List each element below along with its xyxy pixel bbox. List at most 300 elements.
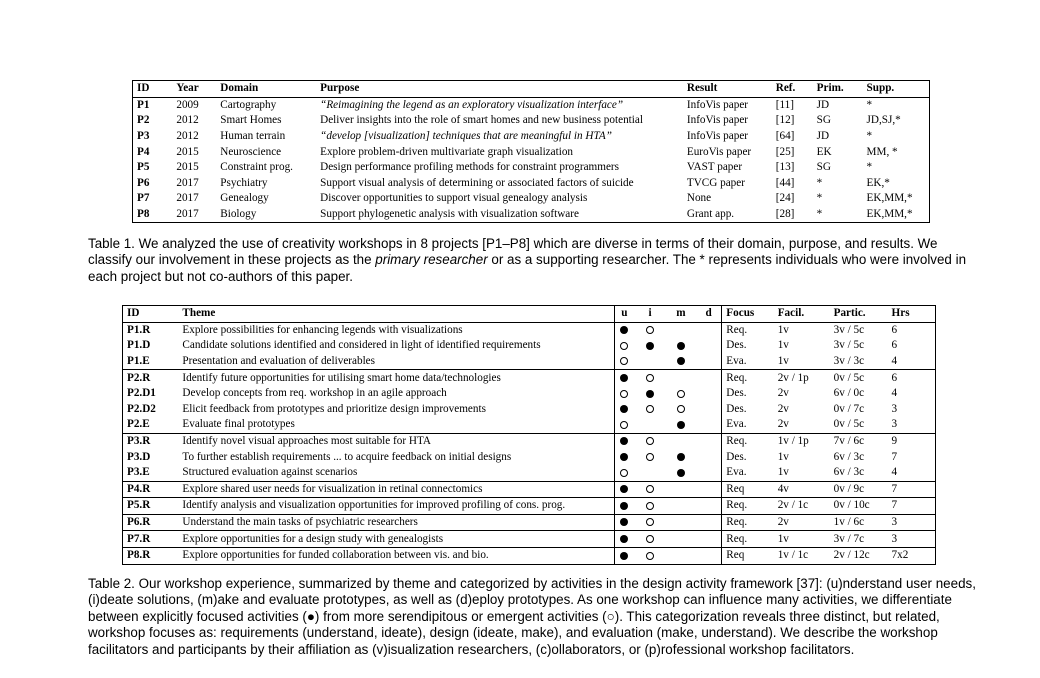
table-row — [133, 113, 930, 129]
deploy-activity-cell — [696, 531, 722, 548]
year-cell: 2017 — [176, 192, 199, 205]
understand-activity-cell — [614, 514, 634, 531]
table2-caption — [88, 576, 978, 658]
purpose-cell: “Reimagining the legend as an exploratory visualization interface” — [320, 98, 624, 111]
focus-cell: Des. — [722, 402, 774, 418]
result-cell: Grant app. — [683, 207, 772, 223]
supporting-researchers-cell: * — [863, 160, 930, 176]
focus-cell: Req — [722, 547, 774, 564]
ideate-activity-cell — [634, 433, 666, 449]
year-cell: 2009 — [176, 98, 199, 111]
project-id-cell: P5 — [133, 160, 173, 176]
emergent-activity-dot — [646, 535, 654, 543]
purpose-cell: Explore problem-driven multivariate graph visualization — [320, 145, 574, 158]
hours-cell: 6 — [888, 322, 936, 338]
deploy-activity-cell — [696, 354, 722, 370]
make-activity-cell — [666, 498, 696, 515]
theme-cell: Presentation and evaluation of deliverables — [182, 354, 375, 367]
workshop-id-cell: P1.E — [123, 354, 179, 370]
year-cell: 2017 — [176, 176, 199, 189]
table-header-row — [123, 306, 936, 323]
emergent-activity-dot — [620, 342, 628, 350]
theme-cell: Explore opportunities for a design study with genealogists — [178, 531, 614, 548]
focused-activity-dot — [620, 437, 628, 445]
make-activity-cell — [666, 338, 696, 354]
caption2-part-a: Table 2. Our workshop experience, summarized by theme and categorized by activities in the design activity framework [37]: (u)nderstand user needs, (i)deate solutions, (m)ake and evaluate prototypes, as well as (d)eploy prototypes. As one workshop can influence many activities, we differentiate between explicitly focused activities ( — [88, 576, 976, 624]
ref-cell: [44] — [775, 176, 795, 189]
workshop-id-cell: P6.R — [123, 514, 179, 531]
focused-activity-dot — [677, 453, 685, 461]
ideate-activity-cell — [634, 338, 666, 354]
facilitators-cell: 1v — [777, 323, 789, 336]
focus-cell: Req. — [722, 514, 774, 531]
table1-caption — [88, 236, 978, 285]
facilitators-cell: 1v — [777, 450, 789, 463]
workshop-id-cell: P1.D — [123, 338, 179, 354]
hours-cell: 4 — [888, 354, 936, 370]
workshop-id-cell: P8.R — [123, 547, 179, 564]
emergent-activity-dot — [646, 374, 654, 382]
deploy-activity-cell — [696, 417, 722, 433]
purpose-cell: Design performance profiling methods for constraint programmers — [320, 161, 619, 174]
focus-cell: Des. — [722, 386, 774, 402]
facilitators-cell: 1v / 1c — [774, 547, 830, 564]
table-row — [133, 191, 930, 207]
focus-cell: Eva. — [722, 354, 774, 370]
domain-cell: Constraint prog. — [220, 161, 293, 174]
emergent-activity-dot — [646, 326, 654, 334]
table-row — [123, 433, 936, 449]
hours-cell: 3 — [888, 531, 936, 548]
understand-activity-cell — [614, 433, 634, 449]
focused-activity-dot — [646, 390, 654, 398]
participants-cell: 3v / 5c — [833, 323, 865, 336]
focused-activity-dot — [620, 374, 628, 382]
hours-cell: 3 — [888, 402, 936, 418]
table-row — [133, 144, 930, 160]
emergent-activity-dot — [646, 485, 654, 493]
focused-activity-dot — [620, 326, 628, 334]
facilitators-cell: 4v — [774, 481, 830, 498]
projects-table — [132, 80, 930, 223]
project-id-cell: P4 — [133, 144, 173, 160]
caption1-before: Table 1. We analyzed the use of creativity workshops in 8 projects [P1–P8] which are diverse in terms of their domain, purpose, and results. We classify our involvement in these projects as the — [88, 236, 938, 268]
hours-cell: 7x2 — [888, 547, 936, 564]
table-row — [123, 481, 936, 498]
focused-dot-legend: ● — [306, 608, 315, 624]
focused-activity-dot — [646, 342, 654, 350]
participants-cell: 1v / 6c — [830, 514, 888, 531]
supporting-researchers-cell: EK,* — [863, 176, 930, 192]
hours-cell: 7 — [888, 498, 936, 515]
purpose-cell: “develop [visualization] techniques that are meaningful in HTA” — [320, 129, 612, 142]
make-activity-cell — [666, 481, 696, 498]
emergent-activity-dot — [646, 437, 654, 445]
focused-activity-dot — [620, 552, 628, 560]
focus-cell: Req. — [722, 498, 774, 515]
table-row — [133, 176, 930, 192]
year-cell: 2015 — [176, 161, 199, 174]
ref-cell: [28] — [772, 207, 813, 223]
understand-activity-cell — [614, 354, 634, 370]
ref-cell: [13] — [775, 161, 795, 174]
purpose-cell: Support visual analysis of determining or associated factors of suicide — [320, 176, 634, 189]
emergent-activity-dot — [646, 502, 654, 510]
ideate-activity-cell — [634, 402, 666, 418]
theme-cell: Identify novel visual approaches most suitable for HTA — [178, 433, 614, 449]
header-id: ID — [133, 81, 173, 98]
table-row — [123, 370, 936, 386]
workshop-id-cell: P5.R — [123, 498, 179, 515]
header-facil: Facil. — [774, 306, 830, 323]
ideate-activity-cell — [634, 481, 666, 498]
workshop-id-cell: P2.D1 — [123, 386, 179, 402]
hours-cell: 9 — [888, 433, 936, 449]
supporting-researchers-cell: * — [863, 97, 930, 113]
understand-activity-cell — [614, 370, 634, 386]
ideate-activity-cell — [634, 322, 666, 338]
facilitators-cell: 2v — [774, 514, 830, 531]
table-row — [133, 207, 930, 223]
participants-cell: 3v / 5c — [833, 339, 865, 352]
header-purpose: Purpose — [316, 81, 683, 98]
hours-cell: 6 — [888, 338, 936, 354]
focused-activity-dot — [620, 485, 628, 493]
primary-researcher-cell: * — [813, 207, 863, 223]
header-focus: Focus — [722, 306, 774, 323]
deploy-activity-cell — [696, 481, 722, 498]
workshop-id-cell: P4.R — [123, 481, 179, 498]
participants-cell: 0v / 7c — [833, 402, 865, 415]
hours-cell: 4 — [888, 386, 936, 402]
primary-researcher-cell: JD — [816, 98, 830, 111]
table-row — [123, 322, 936, 338]
workshop-id-cell: P3.D — [123, 449, 179, 465]
year-cell: 2012 — [176, 114, 199, 127]
focused-activity-dot — [620, 518, 628, 526]
deploy-activity-cell — [696, 322, 722, 338]
header-ideate: i — [634, 306, 666, 323]
make-activity-cell — [666, 386, 696, 402]
understand-activity-cell — [614, 338, 634, 354]
focused-activity-dot — [620, 405, 628, 413]
header-theme: Theme — [178, 306, 614, 323]
theme-cell: Candidate solutions identified and considered in light of identified requirements — [182, 339, 541, 352]
header-deploy: d — [696, 306, 722, 323]
focused-activity-dot — [677, 342, 685, 350]
year-cell: 2015 — [176, 145, 199, 158]
understand-activity-cell — [614, 386, 634, 402]
theme-cell: Evaluate final prototypes — [182, 418, 295, 431]
table-row — [133, 129, 930, 145]
domain-cell: Smart Homes — [220, 114, 282, 127]
ideate-activity-cell — [634, 354, 666, 370]
project-id-cell: P6 — [133, 176, 173, 192]
theme-cell: Explore shared user needs for visualization in retinal connectomics — [178, 481, 614, 498]
header-year: Year — [172, 81, 216, 98]
deploy-activity-cell — [696, 386, 722, 402]
make-activity-cell — [666, 354, 696, 370]
result-cell: InfoVis paper — [686, 98, 749, 111]
hours-cell: 7 — [888, 481, 936, 498]
make-activity-cell — [666, 402, 696, 418]
emergent-activity-dot — [646, 405, 654, 413]
facilitators-cell: 1v / 1p — [774, 433, 830, 449]
make-activity-cell — [666, 433, 696, 449]
header-id: ID — [123, 306, 179, 323]
focus-cell: Req. — [722, 531, 774, 548]
result-cell: VAST paper — [686, 161, 743, 174]
purpose-cell: Deliver insights into the role of smart homes and new business potential — [320, 114, 643, 127]
primary-researcher-cell: EK — [816, 145, 832, 158]
caption1-after: or as a supporting researcher. The * represents individuals who were involved in each project but not co-authors of this paper. — [88, 252, 967, 284]
workshop-id-cell: P2.E — [123, 417, 179, 433]
primary-researcher-cell: * — [816, 176, 823, 189]
make-activity-cell — [666, 547, 696, 564]
hours-cell: 4 — [888, 465, 936, 481]
understand-activity-cell — [614, 531, 634, 548]
project-id-cell: P8 — [133, 207, 173, 223]
ideate-activity-cell — [634, 386, 666, 402]
result-cell: EuroVis paper — [686, 145, 752, 158]
ideate-activity-cell — [634, 514, 666, 531]
focus-cell: Eva. — [722, 417, 774, 433]
ideate-activity-cell — [634, 449, 666, 465]
deploy-activity-cell — [696, 514, 722, 531]
caption2-part-c: ). This categorization reveals three distinct, but related, workshop focuses as: requirements (understand, ideate), design (ideate, make), and evaluation (make, understand). We describe the workshop facilitators and participants by their affiliation as (v)isualization researchers, (c)ollaborators, or (p)rofessional workshop facilitators. — [88, 608, 940, 657]
participants-cell: 7v / 6c — [830, 433, 888, 449]
deploy-activity-cell — [696, 338, 722, 354]
table-row — [123, 402, 936, 418]
header-ref: Ref. — [772, 81, 813, 98]
facilitators-cell: 2v / 1p — [774, 370, 830, 386]
focus-cell: Req. — [722, 433, 774, 449]
make-activity-cell — [666, 322, 696, 338]
emergent-activity-dot — [646, 453, 654, 461]
result-cell: TVCG paper — [686, 176, 745, 189]
header-domain: Domain — [216, 81, 316, 98]
focused-activity-dot — [677, 469, 685, 477]
facilitators-cell: 2v — [777, 402, 789, 415]
participants-cell: 0v / 9c — [830, 481, 888, 498]
result-cell: InfoVis paper — [686, 114, 749, 127]
project-id-cell: P1 — [133, 97, 173, 113]
hours-cell: 3 — [888, 514, 936, 531]
primary-researcher-cell: SG — [816, 161, 831, 174]
workshop-id-cell: P2.D2 — [123, 402, 179, 418]
participants-cell: 6v / 0c — [833, 387, 865, 400]
purpose-cell: Discover opportunities to support visual genealogy analysis — [320, 192, 588, 205]
project-id-cell: P7 — [133, 191, 173, 207]
ideate-activity-cell — [634, 531, 666, 548]
header-understand: u — [614, 306, 634, 323]
primary-researcher-cell: SG — [816, 114, 831, 127]
supporting-researchers-cell: MM, * — [863, 144, 930, 160]
table-row — [123, 531, 936, 548]
understand-activity-cell — [614, 402, 634, 418]
project-id-cell: P2 — [133, 113, 173, 129]
make-activity-cell — [666, 449, 696, 465]
make-activity-cell — [666, 514, 696, 531]
projects-table-body — [133, 97, 930, 223]
focus-cell: Eva. — [722, 465, 774, 481]
make-activity-cell — [666, 417, 696, 433]
ideate-activity-cell — [634, 465, 666, 481]
table-row — [123, 386, 936, 402]
ref-cell: [11] — [775, 98, 794, 111]
make-activity-cell — [666, 465, 696, 481]
table-row — [123, 449, 936, 465]
ref-cell: [64] — [775, 129, 795, 142]
emergent-activity-dot — [677, 405, 685, 413]
supporting-researchers-cell: * — [863, 129, 930, 145]
workshops-table — [122, 305, 936, 565]
hours-cell: 3 — [888, 417, 936, 433]
understand-activity-cell — [614, 417, 634, 433]
theme-cell: Develop concepts from req. workshop in an agile approach — [182, 387, 447, 400]
caption1-emphasis: primary researcher — [375, 252, 488, 268]
header-prim: Prim. — [813, 81, 863, 98]
ref-cell: [12] — [775, 114, 795, 127]
facilitators-cell: 1v — [777, 354, 789, 367]
focus-cell: Des. — [722, 449, 774, 465]
understand-activity-cell — [614, 322, 634, 338]
hours-cell: 7 — [888, 449, 936, 465]
facilitators-cell: 2v / 1c — [774, 498, 830, 515]
focused-activity-dot — [620, 502, 628, 510]
year-cell: 2012 — [176, 129, 199, 142]
deploy-activity-cell — [696, 449, 722, 465]
facilitators-cell: 1v — [777, 339, 789, 352]
participants-cell: 0v / 10c — [830, 498, 888, 515]
workshops-table-body — [123, 322, 936, 564]
theme-cell: Elicit feedback from prototypes and prioritize design improvements — [182, 402, 486, 415]
year-cell: 2017 — [172, 207, 216, 223]
understand-activity-cell — [614, 465, 634, 481]
domain-cell: Genealogy — [220, 192, 269, 205]
domain-cell: Human terrain — [220, 129, 286, 142]
caption2-part-b: ) from more serendipitous or emergent activities ( — [314, 608, 607, 624]
understand-activity-cell — [614, 481, 634, 498]
table-row — [123, 514, 936, 531]
deploy-activity-cell — [696, 465, 722, 481]
facilitators-cell: 1v — [777, 466, 789, 479]
emergent-activity-dot — [620, 390, 628, 398]
ideate-activity-cell — [634, 498, 666, 515]
focused-activity-dot — [620, 535, 628, 543]
understand-activity-cell — [614, 498, 634, 515]
ref-cell: [24] — [775, 192, 795, 205]
make-activity-cell — [666, 531, 696, 548]
header-supp: Supp. — [863, 81, 930, 98]
ideate-activity-cell — [634, 547, 666, 564]
workshop-id-cell: P7.R — [123, 531, 179, 548]
emergent-activity-dot — [620, 357, 628, 365]
focus-cell: Req. — [722, 370, 774, 386]
table-row — [123, 465, 936, 481]
ideate-activity-cell — [634, 417, 666, 433]
theme-cell: Identify analysis and visualization opportunities for improved profiling of cons. prog. — [178, 498, 614, 515]
theme-cell: Identify future opportunities for utilising smart home data/technologies — [178, 370, 614, 386]
focus-cell: Des. — [722, 338, 774, 354]
facilitators-cell: 2v — [777, 418, 789, 431]
emergent-dot-legend: ○ — [606, 608, 615, 624]
theme-cell: Understand the main tasks of psychiatric researchers — [178, 514, 614, 531]
participants-cell: 6v / 3c — [833, 466, 865, 479]
ref-cell: [25] — [775, 145, 795, 158]
emergent-activity-dot — [646, 552, 654, 560]
deploy-activity-cell — [696, 402, 722, 418]
participants-cell: 0v / 5c — [830, 370, 888, 386]
domain-cell: Neuroscience — [220, 145, 282, 158]
participants-cell: 6v / 3c — [833, 450, 865, 463]
header-make: m — [666, 306, 696, 323]
make-activity-cell — [666, 370, 696, 386]
focused-activity-dot — [677, 421, 685, 429]
hours-cell: 6 — [888, 370, 936, 386]
primary-researcher-cell: JD — [816, 129, 830, 142]
table-header-row — [133, 81, 930, 98]
participants-cell: 3v / 3c — [833, 354, 865, 367]
theme-cell: Explore possibilities for enhancing legends with visualizations — [182, 323, 463, 336]
supporting-researchers-cell: JD,SJ,* — [863, 113, 930, 129]
table-row — [123, 354, 936, 370]
workshop-id-cell: P1.R — [123, 322, 179, 338]
deploy-activity-cell — [696, 498, 722, 515]
emergent-activity-dot — [620, 421, 628, 429]
deploy-activity-cell — [696, 370, 722, 386]
participants-cell: 0v / 5c — [833, 418, 865, 431]
facilitators-cell: 1v — [774, 531, 830, 548]
focus-cell: Req. — [722, 322, 774, 338]
table-row — [133, 160, 930, 176]
emergent-activity-dot — [677, 390, 685, 398]
workshop-id-cell: P3.E — [123, 465, 179, 481]
participants-cell: 2v / 12c — [830, 547, 888, 564]
project-id-cell: P3 — [133, 129, 173, 145]
workshop-id-cell: P2.R — [123, 370, 179, 386]
understand-activity-cell — [614, 449, 634, 465]
header-result: Result — [683, 81, 772, 98]
header-hrs: Hrs — [888, 306, 936, 323]
result-cell: None — [686, 192, 712, 205]
deploy-activity-cell — [696, 433, 722, 449]
participants-cell: 3v / 7c — [830, 531, 888, 548]
workshop-id-cell: P3.R — [123, 433, 179, 449]
domain-cell: Psychiatry — [220, 176, 268, 189]
focused-activity-dot — [677, 357, 685, 365]
domain-cell: Cartography — [220, 98, 277, 111]
theme-cell: To further establish requirements ... to acquire feedback on initial designs — [182, 450, 512, 463]
supporting-researchers-cell: EK,MM,* — [863, 207, 930, 223]
theme-cell: Explore opportunities for funded collaboration between vis. and bio. — [178, 547, 614, 564]
theme-cell: Structured evaluation against scenarios — [182, 466, 358, 479]
domain-cell: Biology — [216, 207, 316, 223]
understand-activity-cell — [614, 547, 634, 564]
primary-researcher-cell: * — [816, 192, 823, 205]
table-row — [133, 97, 930, 113]
purpose-cell: Support phylogenetic analysis with visualization software — [316, 207, 683, 223]
emergent-activity-dot — [620, 469, 628, 477]
table-row — [123, 547, 936, 564]
focused-activity-dot — [620, 453, 628, 461]
focus-cell: Req — [722, 481, 774, 498]
table-row — [123, 498, 936, 515]
result-cell: InfoVis paper — [686, 129, 749, 142]
emergent-activity-dot — [646, 518, 654, 526]
table-row — [123, 417, 936, 433]
header-partic: Partic. — [830, 306, 888, 323]
